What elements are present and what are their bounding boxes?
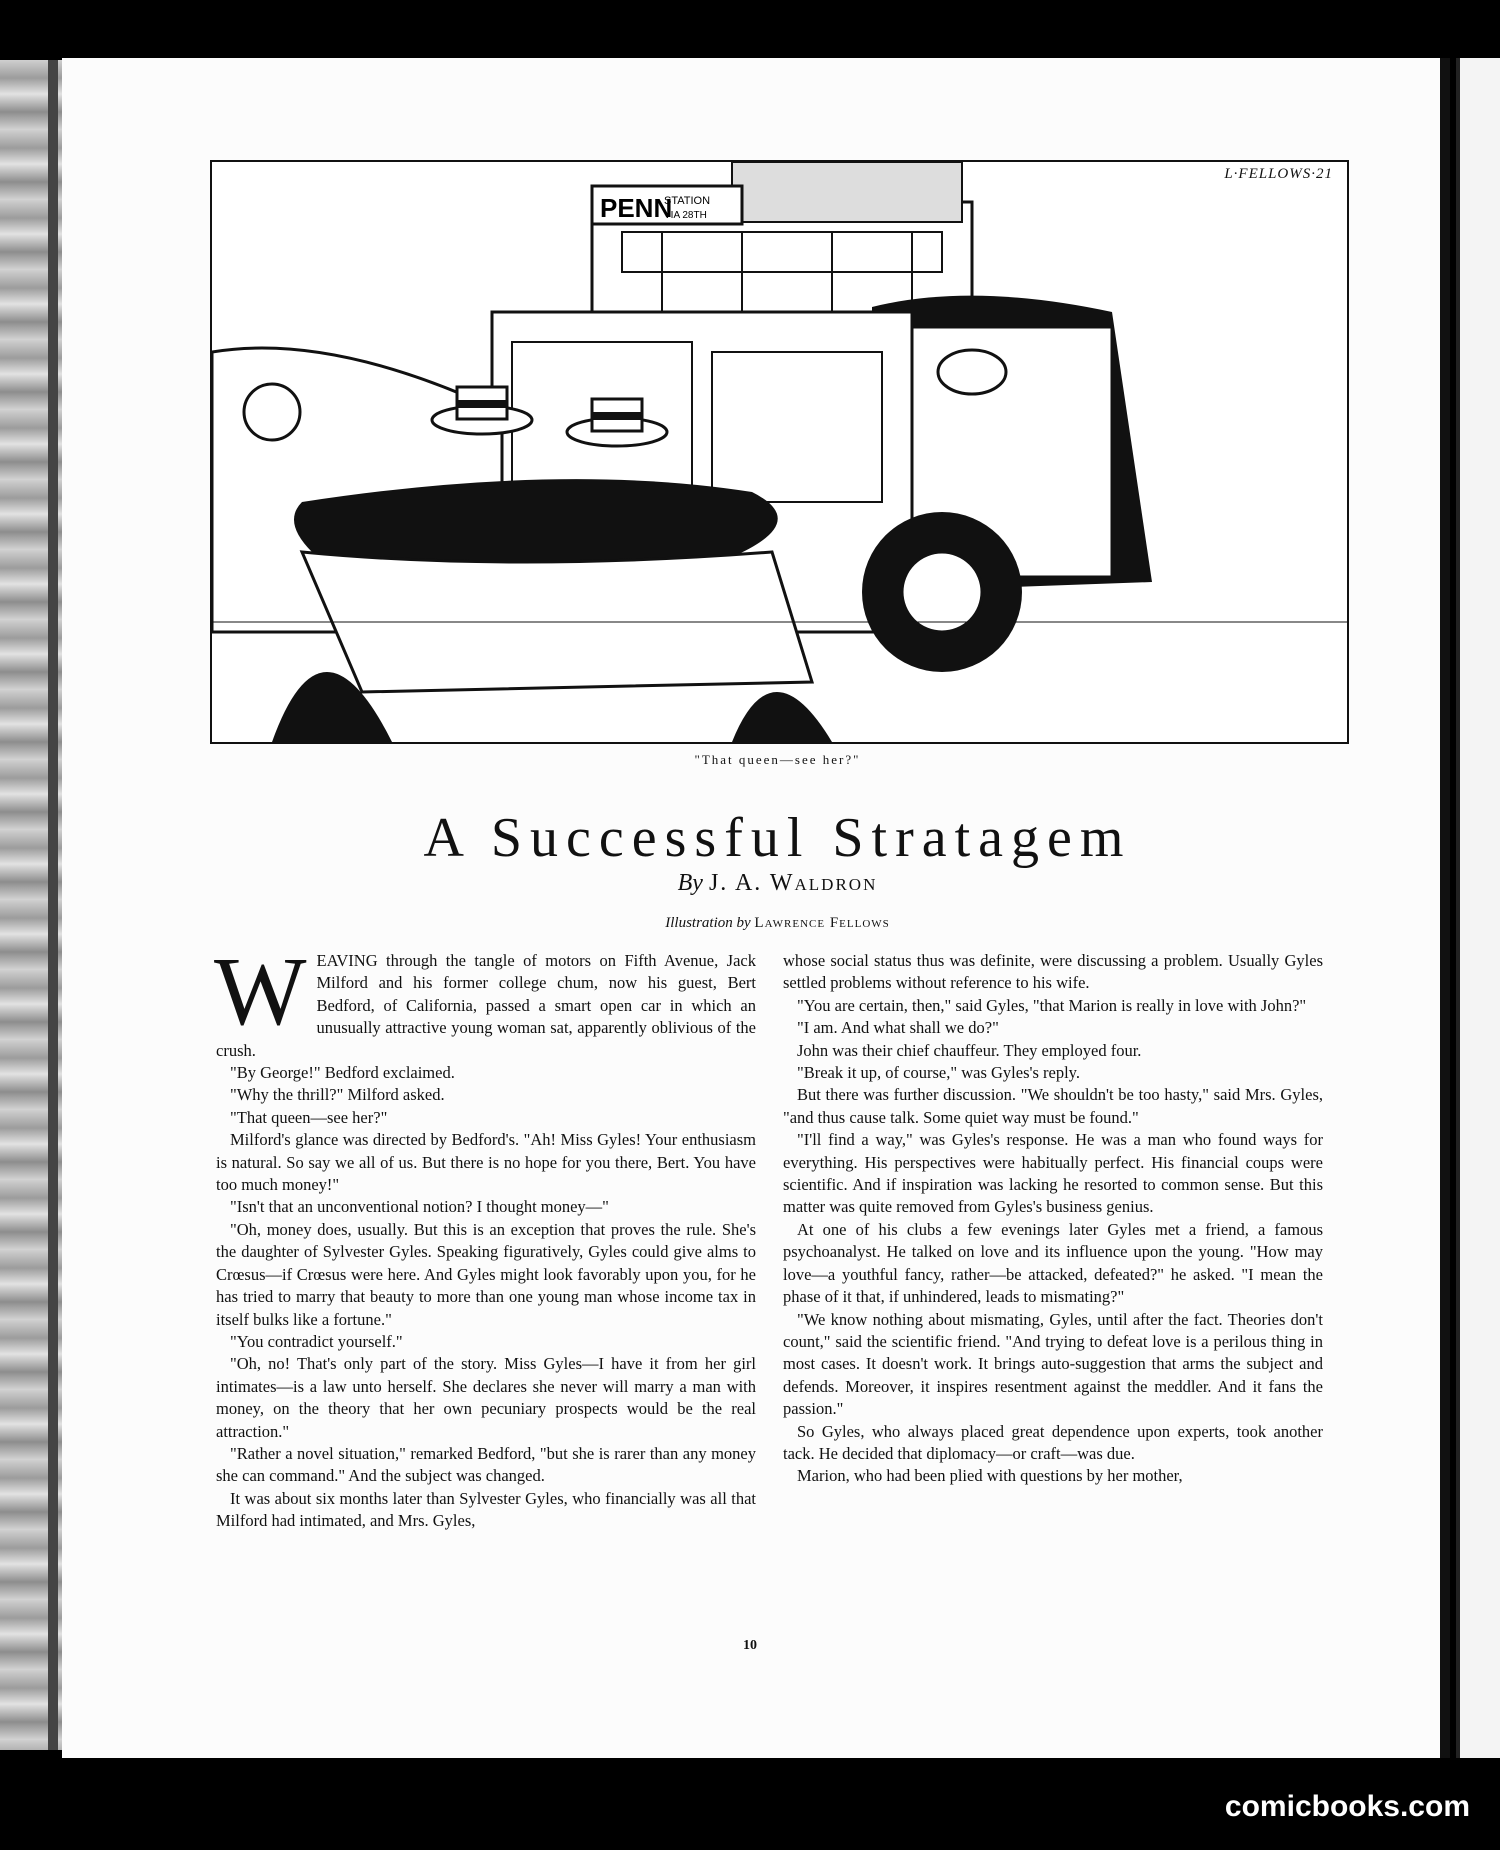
page-gutter bbox=[1440, 58, 1450, 1758]
facing-page-edge bbox=[1456, 58, 1500, 1758]
illustration-credit-prefix: Illustration by bbox=[665, 915, 751, 931]
book-spine-edge bbox=[0, 60, 62, 1750]
illustrator-name: Lawrence Fellows bbox=[754, 915, 890, 931]
paragraph: "We know nothing about mismating, Gyles, until after the fact. Theories don't count," said the scientific friend. "And trying to defeat love is a perilous thing in most cases. It doesn't work. It brings auto-suggestion that arms the subject and defends. Moreover, it inspires resentment against the meddler. And it fans the passion." bbox=[783, 1309, 1323, 1419]
illustration-caption: "That queen—see her?" bbox=[694, 752, 861, 767]
sign-station-text: STATION bbox=[664, 195, 711, 207]
paragraph-text: EAVING through the tangle of motors on Fifth Avenue, Jack Milford and his former college chum, now his guest, Bert Bedford, of California, passed a smart open car in which an unusually attractive young woman sat, apparently oblivious of the crush. bbox=[216, 951, 756, 1060]
paragraph: But there was further discussion. "We shouldn't be too hasty," said Mrs. Gyles, "and thus cause talk. Some quiet way must be found." bbox=[783, 1085, 1323, 1127]
author-name: J. A. Waldron bbox=[708, 870, 878, 896]
article-title: A Successful Stratagem bbox=[423, 807, 1132, 869]
paragraph: "Why the thrill?" Milford asked. bbox=[230, 1085, 445, 1105]
paragraph: "Isn't that an unconventional notion? I thought money—" bbox=[230, 1197, 609, 1217]
artist-signature: L·FELLOWS·21 bbox=[1224, 166, 1333, 182]
street-scene-drawing bbox=[212, 162, 1347, 742]
sign-penn-text: PENN bbox=[600, 193, 673, 223]
paragraph: At one of his clubs a few evenings later Gyles met a friend, a famous psychoanalyst. He talked on love and its influence upon the young. "How may love—a youthful fancy, rather—be attacked, defeated?" he asked. "I mean the phase of it that, if unhindered, leads to mismating?" bbox=[783, 1219, 1323, 1307]
byline-prefix: By bbox=[677, 870, 703, 896]
paragraph: whose social status thus was definite, were discussing a problem. Usually Gyles settled problems without reference to his wife. bbox=[783, 951, 1323, 993]
paragraph: "I'll find a way," was Gyles's response. He was a man who found ways for everything. His perspectives were habitually perfect. His financial coups were scientific. And if inspiration was lacking he resorted to common sense. But this matter was quite removed from Gyles's business genius. bbox=[783, 1130, 1323, 1217]
paragraph: "You contradict yourself." bbox=[230, 1331, 403, 1351]
paragraph: It was about six months later than Sylvester Gyles, who financially was all that Milford had intimated, and Mrs. Gyles, bbox=[216, 1488, 756, 1531]
site-watermark: comicbooks.com bbox=[1224, 1790, 1470, 1823]
illustration-credit bbox=[210, 915, 1345, 932]
paragraph: "Oh, money does, usually. But this is an exception that proves the rule. She's the daughter of Sylvester Gyles. Speaking figuratively, Gyles could give alms to Crœsus—if Crœsus were here. And Gyles might look favorably upon you, for he has tried to marry that beauty to more than one young man whose income tax in itself bulks like a fortune." bbox=[216, 1219, 756, 1329]
paragraph: "Rather a novel situation," remarked Bedford, "but she is rarer than any money she can command." And the subject was changed. bbox=[216, 1443, 756, 1486]
text-column-right bbox=[783, 950, 1323, 1488]
paragraph: "That queen—see her?" bbox=[230, 1107, 388, 1127]
illustration bbox=[210, 160, 1349, 744]
opening-paragraph bbox=[214, 938, 756, 1062]
paragraph: Milford's glance was directed by Bedford's. "Ah! Miss Gyles! Your enthusiasm is natural. So say we all of us. But there is no hope for you there, Bert. You have too much money!" bbox=[216, 1130, 756, 1195]
paragraph: "You are certain, then," said Gyles, "that Marion is really in love with John?" bbox=[797, 995, 1307, 1015]
byline bbox=[210, 870, 1345, 897]
sign-via-text: VIA 28TH bbox=[664, 210, 707, 221]
paragraph: So Gyles, who always placed great dependence upon experts, took another tack. He decided that diplomacy—or craft—was due. bbox=[783, 1421, 1323, 1463]
paragraph: "By George!" Bedford exclaimed. bbox=[230, 1063, 455, 1083]
paragraph: "Break it up, of course," was Gyles's reply. bbox=[797, 1063, 1080, 1083]
drop-cap: W bbox=[214, 938, 307, 1046]
paragraph: Marion, who had been plied with questions by her mother, bbox=[797, 1466, 1183, 1486]
paragraph: John was their chief chauffeur. They employed four. bbox=[797, 1040, 1142, 1060]
paragraph: "Oh, no! That's only part of the story. Miss Gyles—I have it from her girl intimates—is a law unto herself. She declares she never will marry a man with money, on the theory that her own pecuniary prospects would be the real attraction." bbox=[216, 1354, 756, 1441]
paragraph: "I am. And what shall we do?" bbox=[797, 1018, 999, 1038]
page-number: 10 bbox=[743, 1638, 757, 1653]
text-column-left bbox=[214, 938, 756, 1533]
